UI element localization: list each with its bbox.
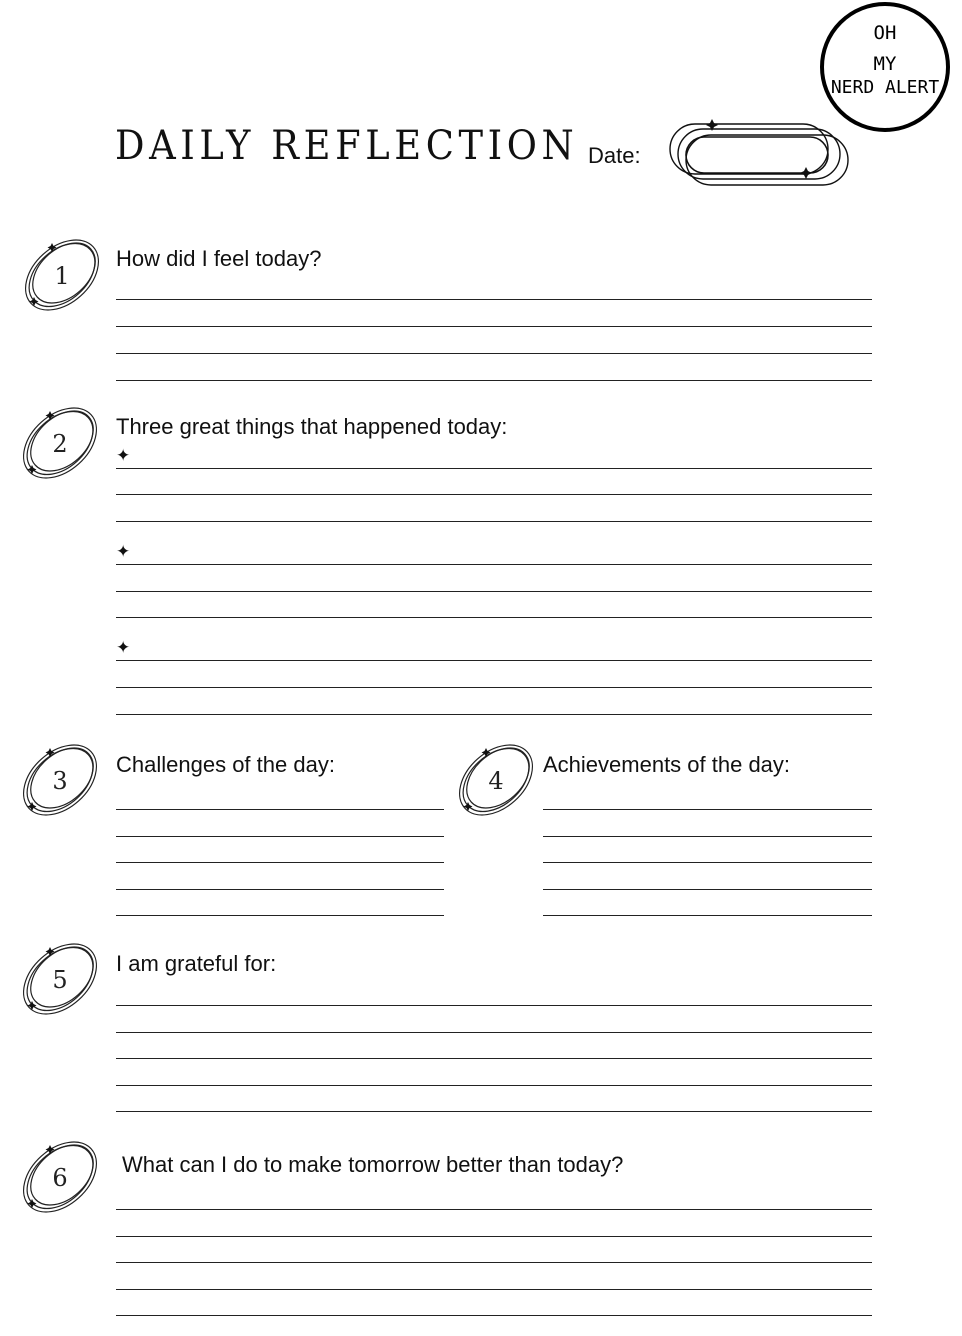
writing-line[interactable] [116,836,444,837]
writing-line[interactable] [116,809,444,810]
writing-line[interactable] [116,353,872,354]
writing-line[interactable] [116,1289,872,1290]
badge-line-3: NERD ALERT [830,77,940,98]
writing-line[interactable] [116,1032,872,1033]
writing-line[interactable] [116,1085,872,1086]
section-number-6 [16,1138,106,1216]
section-number-1 [18,236,108,314]
section-number-5 [16,940,106,1018]
bullet-star-icon: ✦ [116,446,131,466]
writing-line[interactable] [116,591,872,592]
writing-line[interactable] [543,862,872,863]
section-number-text: 1 [54,262,70,290]
writing-line[interactable] [116,1262,872,1263]
badge-line-1: OH [873,22,897,44]
date-field[interactable] [664,115,856,195]
date-label: Date: [588,143,641,168]
question-4: Achievements of the day: [543,752,791,777]
page-title: DAILY REFLECTION [115,123,579,169]
writing-line[interactable] [116,1315,872,1316]
bullet-star-icon: ✦ [116,542,131,562]
writing-line[interactable] [543,915,872,916]
section-number-4 [452,741,542,819]
section-number-text: 3 [52,767,68,795]
writing-line[interactable] [116,687,872,688]
sparkle-icon [706,119,812,179]
question-1: How did I feel today? [116,246,322,271]
writing-line[interactable] [116,714,872,715]
writing-line[interactable] [116,380,872,381]
writing-line[interactable] [116,521,872,522]
writing-line[interactable] [116,326,872,327]
writing-line[interactable] [116,915,444,916]
writing-line[interactable] [543,889,872,890]
question-5: I am grateful for: [116,951,277,976]
writing-line[interactable] [116,1236,872,1237]
writing-line[interactable] [116,564,872,565]
brand-badge [820,2,950,132]
question-3: Challenges of the day: [116,752,335,777]
writing-line[interactable] [116,468,872,469]
section-number-text: 5 [52,966,68,994]
writing-line[interactable] [116,1209,872,1210]
writing-line[interactable] [116,299,872,300]
section-number-3 [16,741,106,819]
writing-line[interactable] [116,862,444,863]
writing-line[interactable] [116,617,872,618]
question-6: What can I do to make tomorrow better than today? [122,1152,624,1177]
writing-line[interactable] [543,836,872,837]
writing-line[interactable] [116,494,872,495]
writing-line[interactable] [116,1111,872,1112]
writing-line[interactable] [116,889,444,890]
question-2: Three great things that happened today: [116,414,508,439]
section-number-text: 6 [52,1164,68,1192]
bullet-star-icon: ✦ [116,638,131,658]
badge-line-2: MY [873,53,897,75]
section-number-2 [16,404,106,482]
writing-line[interactable] [116,1058,872,1059]
writing-line[interactable] [116,1005,872,1006]
section-number-text: 2 [52,430,68,458]
writing-line[interactable] [116,660,872,661]
writing-line[interactable] [543,809,872,810]
section-number-text: 4 [488,767,504,795]
